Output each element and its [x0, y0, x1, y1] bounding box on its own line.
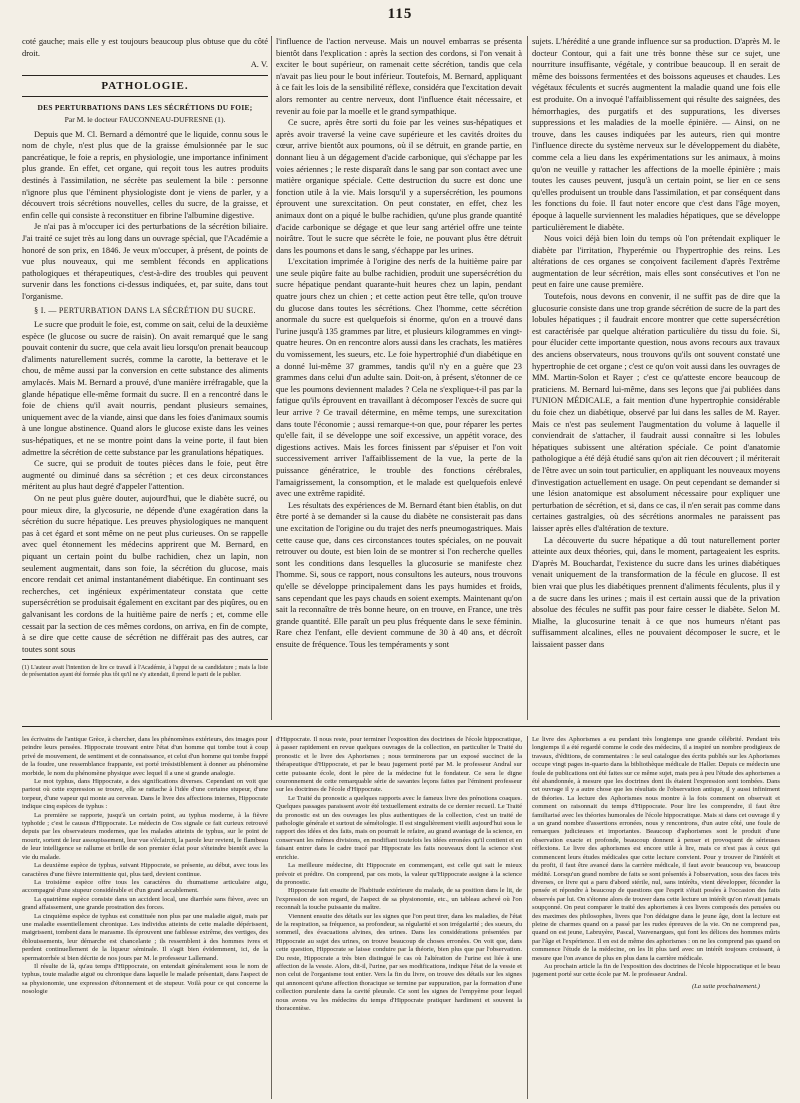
lower-column-3	[532, 736, 780, 1101]
paragraph: L'excitation imprimée à l'origine des nerfs de la huitième paire par une seule piqûre faite au bulbe rachidien, produit une supersécrétion du sucre hépatique pendant quarante-huit heures chez un lapin, pendant quatre jours chez un chien ; et cette action peut être telle, qu'on trouve du glucose dans toutes les sécrétions. Chez l'homme, cette sécrétion anormale du sucre est quelquefois si énorme, qu'on en a trouvé dans l'urine jusqu'à 135 grammes par litre, et plusieurs kilogrammes en vingt-quatre heures. On en rencontre alors aussi dans les crachats, les matières du vomissement, les sueurs, etc. Le foie hypertrophié d'un diabétique en a donné lui-même 37 grammes, tandis qu'il n'y en a guère que 23 grammes dans celui d'un adulte sain. Doit-on, à présent, s'étonner de ce que les poumons deviennent malades ? Cela ne s'explique-t-il pas par la fatigue qu'ils éprouvent en travaillant à décomposer l'excès de sucre qui leur arrive ? Ce travail détermine, en même temps, une surexcitation dans toute l'économie ; aussi remarque-t-on que, pour réparer les pertes qu'elle fait, il se développe une soif excessive, un appétit vorace, des digestions actives. Mais les forces finissent par s'épuiser et l'on voit successivement arriver l'affaiblissement de la vue, la perte de la puissance génératrice, le trouble des fonctions cérébrales, l'amaigrissement, la consomption, et le malade est quelquefois enlevé avec une extrême rapidité.	[276, 256, 522, 499]
paragraph: Viennent ensuite des détails sur les signes que l'on peut tirer, dans les maladies, de l'état de la respiration, sa fréquence, sa profondeur, sa régularité et son irrégularité ; des sueurs, du sommeil, des évacuations alvines, des urines. Dans les considérations présentées par Hippocrate au sujet des urines, on trouve beaucoup de choses erronées. On voit que, dans cette question, Hippocrate se laisse conduire par la théorie, bien plus que par l'observation. Du reste, Hippocrate a très bien distingué le cas où l'altération de l'urine est liée à une affection de la vessie. Alors, dit-il, l'urine, par ses modifications, indique l'état de la vessie et non celui de l'organisme tout entier. Vers la fin du livre, on trouve des détails sur les signes qui annoncent qu'une affection thoracique se termine par suppuration, par la formation d'une collection purulente dans la cavité pleurale. Ce sont les signes de l'empyème pour lequel nous avons vu les médecins du temps d'Hippocrate pratiquer hardiment et souvent la thoracentèse.	[276, 912, 522, 1012]
paragraph: Depuis que M. Cl. Bernard a démontré que le liquide, connu sous le nom de chyle, n'est plus que de la graisse émulsionnée par le suc pancréatique, le foie a repris, en physiologie, une importance infiniment plus grande. En effet, cet organe, qui reçoit tous les autres produits destinés à l'assimilation, ne sécrète pas seulement la bile : personne n'ignore plus que l'éminent physiologiste dont je viens de parler, y a découvert trois sécrétions nouvelles, celles du sucre, de la graisse, et enfin celle qui consiste à reconstituer en fibrine l'albumine digestive.	[22, 128, 268, 220]
paragraph: Le Traité du pronostic a quelques rapports avec le fameux livre des prénotions coaques. Quelques passages paraissent avoir été textuellement extraits de ce dernier recueil. Le Traité du pronostic est un des ouvrages les plus authentiques de la collection, c'est un traité de pathologie générale et surtout de séméiologie. Il est singulièrement vieilli aujourd'hui sous le rapport des idées et des faits, mais on pourrait le refaire, au grand avantage de la science, en conservant les mêmes divisions, en modifiant toutefois les idées erronées qu'il contient et en faisant entrer dans le cadre tracé par Hippocrate les faits nouveaux dont la science s'est enrichie.	[276, 794, 522, 861]
section-rule	[22, 75, 268, 76]
paragraph: La meilleure médecine, dit Hippocrate en commençant, est celle qui sait le mieux prévoir et prédire. On comprend, par ces mots, la valeur qu'Hippocrate assigne à la science du pronostic.	[276, 862, 522, 886]
paragraph: Le livre des Aphorismes a eu pendant très longtemps une grande célébrité. Pendant très longtemps il a été regardé comme le code des médecins, il a inspiré un nombre prodigieux de travaux, d'éditions, de commentaires : le seul catalogue des écrits publiés sur les Aphorismes occupe vingt pages in-quarto dans la bibliothèque médicale de Haller. Depuis ce médecin une foule de publications ont été faites sur ce même sujet, mais peu à peu l'étude des aphorismes a été abandonnée, à mesure que les doctrines dont ils étaient l'expression sont tombées. Dans cet ouvrage il y a autre chose que les résultats de l'observation antique, il y aussi infiniment de théories. La lecture des Aphorismes nous montre à la fois comment on observait et comment on raisonnait du temps d'Hippocrate. Pour lire les comprendre, il faut être familiarisé avec les théories humorales de l'école hippocratique. Mais si dans cet ouvrage il y a un grand nombre d'assertions erronées, nous y rencontrons, d'un autre côté, une foule de remarques judicieuses et importantes. Beaucoup d'aphorismes sont le produit d'une observation exacte et profonde, beaucoup donnent à penser et provoquent de sérieuses réflexions. Le livre des aphorismes est encore utile à lire, mais ce n'est pas à ceux qui commencent leurs études médicales que cette lecture convient. Pour y trouver de l'intérêt et du profit, il faut être avancé dans la carrière médicale, il faut avoir beaucoup vu, beaucoup médité. Lorsqu'un grand nombre de faits se sont présentés à l'observation, sous des faces très diverses, ce livre qui a paru d'abord stérile, nul, sans intérêts, vient développer, féconder la pensée et répondre à beaucoup de questions que l'esprit s'était posées à l'occasion des faits observés par lui. On s'étonne alors de trouver dans cette lecture un intérêt qu'on n'avait jamais soupçonné. On peut comparer le traité des aphorismes à ces livres composés des pensées ou des maximes des philosophes, livres que l'on dédaigne dans le jeune âge, dont la lecture est pleine de charmes quand on a passé par les rudes épreuves de la vie. On ne comprend pas, quand on est jeune, Labruyère, Pascal, Vauvenargues, qui font les délices des hommes mûris par l'âge et l'expérience. Il en est de même des aphorismes : on ne les comprend pas quand on commence l'étude de la médecine, on les lit plus tard avec un intérêt toujours croissant, à mesure que l'on avance de plus en plus dans la carrière médicale.	[532, 736, 780, 962]
paragraph: La quatrième espèce consiste dans un accident local, une diarrhée sans fièvre, avec un grand affaissement, une grande prostration des forces.	[22, 895, 268, 912]
paragraph: On ne peut plus guère douter, aujourd'hui, que le diabète sucré, ou pour mieux dire, la glycosurie, ne dépende d'une exagération dans la sécrétion du sucre hépatique. Les preuves physiologiques ne manquent pas à cet égard et sont même on ne peut plus curieuses. On se rappelle avec quel étonnement les médecins apprirent que M. Bernard, en piquant un certain point du bulbe rachidien, chez un lapin, non seulement augmentait, dans son foie, la sécrétion du glucose, mais encore rendait cet animal instantanément diabétique. En continuant ses recherches, cet ingénieux expérimentateur constata que cette supersécrétion se produisait également en excitant par des piqûres, ou en galvanisant les cordons de la huitième paire de nerfs ; et, comme elle cessait par la section de ces mêmes cordons, on arriva, en fin de compte, à se dire que cette cause de sécrétion ne différait pas des autres, car toutes sont sous	[22, 492, 268, 654]
paragraph: les écrivains de l'antique Grèce, à chercher, dans les phénomènes extérieurs, des images pour peindre leurs pensées. Hippocrate trouvant entre l'état d'un homme qui tombe tout à coup privé de mouvement, de sentiment et de connaissance, et celui d'un homme qui tombe frappé de la foudre, une ressemblance frappante, est porté irrésistiblement à donner au phénomène morbide, le nom du phénomène physique avec lequel il a une si grande analogie.	[22, 736, 268, 777]
page-number: 115	[387, 6, 413, 22]
column-divider	[271, 736, 272, 1099]
paragraph: Toutefois, nous devons en convenir, il ne suffit pas de dire que la glucosurie consiste dans une trop grande sécrétion de sucre de la part des lobules hépatiques ; il faudrait encore montrer que cette supersécrétion est caractérisée par quelque altération particulière du tissu du foie. Si, pour élucider cette importante question, nous avons recours aux travaux des anciens observateurs, nous trouvons qu'ils ont souvent constaté une hypertrophie de cet organe ; c'est ce qu'on voit aussi dans les ouvrages de MM. Martin-Solon et Rayer ; c'est ce qu'atteste encore beaucoup de praticiens. M. Bernard lui-même, dans ses leçons que j'ai publiées dans l'UNION MÉDICALE, a fait mention d'une hypertrophie considérable du foie chez un diabétique, observé par lui dans les salles de M. Rayer. Mais ce n'est pas seulement l'augmentation du volume à laquelle il conviendrait de s'attacher, il faudrait aussi connaître si les lobules hépatiques subissent une altération spéciale. Ce point d'anatomie pathologique a été déjà étudié sans qu'on ait rien découvert ; il mériterait de l'être avec un soin tout particulier, en appliquant les nouveaux moyens d'investigation actuellement en usage. On peut cependant se demander si une lésion anatomique est absolument nécessaire pour expliquer une perturbation de sécrétion, et si, dans ce cas, il n'en serait pas comme dans certaines gastralgies, où des sécrétions anormales ne paraissent pas laisser après elles d'altération de texture.	[532, 291, 780, 533]
upper-column-3	[532, 36, 780, 716]
column-divider	[527, 36, 528, 720]
upper-column-2	[276, 36, 522, 716]
article-title: DES PERTURBATIONS DANS LES SÉCRÉTIONS DU FOIE;	[37, 103, 253, 113]
paragraph: Nous voici déjà bien loin du temps où l'on prétendait expliquer le diabète par l'irritation, l'hyperémie ou l'hypertrophie des reins. Les altérations de ces organes se conçoivent facilement d'après l'extrême augmentation de leur sécrétion, mais elles sont consécutives et l'on ne peut en faire une cause première.	[532, 233, 780, 290]
footnote-rule	[22, 659, 268, 660]
intro-lines: coté gauche; mais elle y est toujours beaucoup plus obtuse que du côté droit.	[22, 36, 268, 58]
lower-column-1	[22, 736, 268, 1101]
paragraph: La découverte du sucre hépatique a dû tout naturellement porter atteinte aux deux théories, qui, dans le moment, partageaient les esprits. D'après M. Bouchardat, l'existence du sucre dans les urines diabétiques venait uniquement de la transformation de la fécule en glucose. Il est bien vrai que plus les diabétiques prennent d'aliments féculents, plus il y a de sucre dans les urines ; mais il est certain aussi que de la privation absolue des fécules ne suffit pas pour faire cesser le diabète. Selon M. Mialhe, la glucosurine tenait à ce que nos humeurs n'étant pas suffisamment alcalines, elles ne pouvaient décomposer le sucre, et le laissaient passer dans	[532, 534, 780, 649]
paragraph: La deuxième espèce de typhus, suivant Hippocrate, se présente, au début, avec tous les caractères d'une fièvre intermittente qui, plus tard, devient continue.	[22, 862, 268, 878]
column-divider	[527, 736, 528, 1099]
paragraph: Ce sucre, après être sorti du foie par les veines sus-hépatiques et après avoir traversé la veine cave supérieure et les cavités droites du cœur, arrive bientôt aux poumons, où il se détruit, en grande partie, en donnant lieu à un dégagement d'acide carbonique, qui s'échappe par les voies aériennes ; le reste disparaît dans le sang par son contact avec une matière organique spéciale. Cette destruction du sucre est donc une fonction utile à la vie. Mais lorsqu'il y a supersécrétion, les poumons éprouvent une surexcitation. On peut constater, en effet, chez les animaux dont on a piqué le bulbe rachidien, qu'une plus grande quantité d'acide carbonique se dégage et que leur sang artériel offre une teinte noirâtre. Tout le sucre que sécrète le foie, ne pouvant plus être détruit dans les poumons et dans le sang, s'échappe par les urines.	[276, 117, 522, 255]
paragraph: Le sucre que produit le foie, est, comme on sait, celui de la deuxième espèce (le glucose ou sucre de raisin). On avait remarqué que le sang pouvait contenir du sucre, que cela avait lieu lorsqu'on prenait beaucoup d'aliments naturellement sucrés, comme la carotte, la betterave et le chou, de même aussi par la conversion en cette substance des aliments amylacés. Mais M. Bernard a prouvé, d'une manière irréfragable, que la glande hépatique elle-même formait du sucre. Il en a rencontré dans le foie de chiens qu'il avait nourris, pendant plusieurs semaines, uniquement avec de la viande, ainsi que dans les foies d'animaux soumis à une longue abstinence. Quand alors le glucose existe dans les veines sus-hépatiques, et ne se montre point dans la veine porte, il faut bien admettre la sécrétion de cette substance par les granulations hépatiques.	[22, 319, 268, 457]
column-divider	[271, 36, 272, 720]
paragraph: Les résultats des expériences de M. Bernard étant bien établis, on dut être porté à se demander si la cause du diabète ne consisterait pas dans une excitation de l'origine ou du trajet des nerfs pneumogastriques. Mais cette cause que, dans ces circonstances toutes spéciales, on ne pouvait retrouver ou doute, est bien loin de se montrer si l'on recherche quelles sont les conditions dans lesquelles la glucosurie se manifeste chez l'homme. Si, sous ce rapport, nous consultons les auteurs, nous trouvons qu'elle se développe principalement dans les pays humides et froids, sans cependant que les pays chauds en soient exempts. Maintenant qu'on sait la reconnaître de très bonne heure, on en trouve, en France, une très grande quantité. Elle paraît un peu plus fréquente dans le sexe féminin. Rare chez l'enfant, elle devient commune de 30 à 40 ans, et décroît ensuite de fréquence. Tous les tempéraments y sont	[276, 499, 522, 649]
paragraph: Hippocrate fait ensuite de l'habitude extérieure du malade, de sa position dans le lit, de l'expression de son regard, de l'aspect de sa physionomie, etc., un tableau achevé où l'on reconnaît la touche puissante du maître.	[276, 887, 522, 912]
paragraph: Le mot typhus, dans Hippocrate, a des significations diverses. Cependant on voit que partout où cette expression se trouve, elle se rattache à l'idée d'une certaine stupeur, d'une torpeur, d'une vapeur qui monte au cerveau. Dans le livre des affections internes, Hippocrate indique cinq espèces de typhus :	[22, 778, 268, 811]
paragraph: Il résulte de là, qu'au temps d'Hippocrate, on entendait généralement sous le nom de typhus, toute maladie aiguë ou chronique dans laquelle le malade présentait, dans l'aspect de sa physionomie, une expression d'étonnement et de stupeur. Voilà pour ce qui concerne la nosologie	[22, 962, 268, 996]
paragraph: Je n'ai pas à m'occuper ici des perturbations de la sécrétion biliaire. J'ai traité ce sujet très au long dans un ouvrage spécial, que l'Académie a honoré de son prix, en 1846. Je veux m'occuper, à présent, de points de vue plus nouveaux, qui me semblent féconds en applications pathologiques et thérapeutiques, c'est-à-dire des troubles qui peuvent survenir dans les fonctions ci-dessus indiquées, et, par suite, dans tout l'organisme.	[22, 221, 268, 301]
heading-rule	[22, 96, 268, 97]
article-author: Par M. le docteur FAUCONNEAU-DUFRESNE (1).	[64, 114, 226, 124]
subsection-title: § I. — PERTURBATION DANS LA SÉCRÉTION DU SUCRE.	[34, 306, 256, 316]
paragraph: l'influence de l'action nerveuse. Mais un nouvel embarras se présenta bientôt dans l'explication : après la section des cordons, si l'on venait à exciter le bout supérieur, on ramenait cette sécrétion, tandis que cela n'avait pas lieu pour le bout inférieur. Toutefois, M. Bernard, appliquant à ce fait les lois de la sensibilité réflexe, considéra que l'excitation devait alors remonter au centre nerveux, dont l'influence était nécessaire, et revenir au foie par la moelle et le grand sympathique.	[276, 36, 522, 116]
paragraph: La cinquième espèce de typhus est constituée non plus par une maladie aiguë, mais par une maladie essentiellement chronique. Les individus atteints de cette maladie dépérissent, maigrissent, tombent dans le marasme. Ils éprouvent une faiblesse extrême, des vertiges, des éblouissements, leur démarche est chancelante ; ils ressemblent à des hommes ivres et perdent continuellement de la liqueur séminale. Il s'agit bien évidemment, ici, de la spermatorrhée si bien décrite de nos jours par M. le professeur Lallemand.	[22, 912, 268, 962]
paragraph: Ce sucre, qui se produit de toutes pièces dans le foie, peut être augmenté ou diminué dans sa sécrétion ; et ces deux circonstances méritent au plus haut degré d'appeler l'attention.	[22, 458, 268, 492]
upper-column-1	[22, 36, 268, 716]
feuilleton-separator	[22, 726, 780, 727]
footnote: (1) L'auteur avait l'intention de lire ce travail à l'Académie, à l'appui de sa candidature ; mais la liste de présentation ayant été formée plus tôt qu'il ne s'y attendait, il prend le parti de le publier.	[22, 665, 268, 679]
continuation-note: (La suite prochainement.)	[691, 982, 760, 990]
lower-column-2	[276, 736, 522, 1101]
paragraph: La troisième espèce offre tous les caractères du rhumatisme articulaire aigu, accompagné d'une stupeur considérable et d'un grand accablement.	[22, 878, 268, 895]
paragraph: sujets. L'hérédité a une grande influence sur sa production. D'après M. le docteur Contour, qui a fait une très bonne thèse sur ce sujet, une nourriture insuffisante, végétale, y contribue beaucoup. Il en serait de même des boissons fermentées et des boissons aqueuses et chaudes. Les végétaux féculents et sucrés augmentent la maladie quand une fois elle est produite. On a invoqué l'affaiblissement qui résulte des saignées, des hémorrhagies, des purgatifs et des suppurations, les diverses suppressions et les maladies de la moelle épinière. — Ainsi, on ne trouve, dans les causes indiquées par les auteurs, rien qui montre l'influence directe du système nerveux sur le développement du diabète, comme cela a lieu dans les expérimentations sur les animaux, à moins qu'on ne veuille y rattacher les affections de la moelle épinière ; mais toutes les causes peuvent, jusqu'à un certain point, se lier en ce sens qu'elles produisent un trouble dans l'assimilation, et par conséquent dans les fonctions du foie. Il faut noter encore que c'est dans l'âge moyen, époque à laquelle surviennent les maladies hépatiques, que se développe particulièrement le diabète.	[532, 36, 780, 232]
intro-signature: A. V.	[250, 59, 268, 70]
paragraph: Au prochain article la fin de l'exposition des doctrines de l'école hippocratique et le beau jugement porté sur cette école par M. le professeur Andral.	[532, 962, 780, 979]
section-heading: PATHOLOGIE.	[101, 79, 189, 92]
paragraph: La première se rapporte, jusqu'à un certain point, au typhus moderne, à la fièvre typhoïde ; c'est le causus d'Hippocrate. Le médecin de Cos signale ce fait curieux retrouvé depuis par les observateurs modernes, que les malades atteints de typhus, sur le point de mourir, sortent de leur assoupissement, leur vue s'éclaircit, la parole leur revient, le flambeau de leur intelligence se rallume et brille de son premier éclat pour s'éteindre bientôt avec la vie du malade.	[22, 811, 268, 861]
paragraph: d'Hippocrate. Il nous reste, pour terminer l'exposition des doctrines de l'école hippocratique, à passer rapidement en revue quelques ouvrages de la collection, en particulier le Traité du pronostic et le livre des Aphorismes ; nous terminerons par un exposé succinct de la thérapeutique d'Hippocrate, et par le beau jugement porté par M. le professeur Andral sur cette puissante école, dont le père de la médecine fut le fondateur. Ce sera le digne couronnement de cette remarquable série de savantes leçons faites par l'éminent professeur sur les doctrines de l'école d'Hippocrate.	[276, 736, 522, 794]
